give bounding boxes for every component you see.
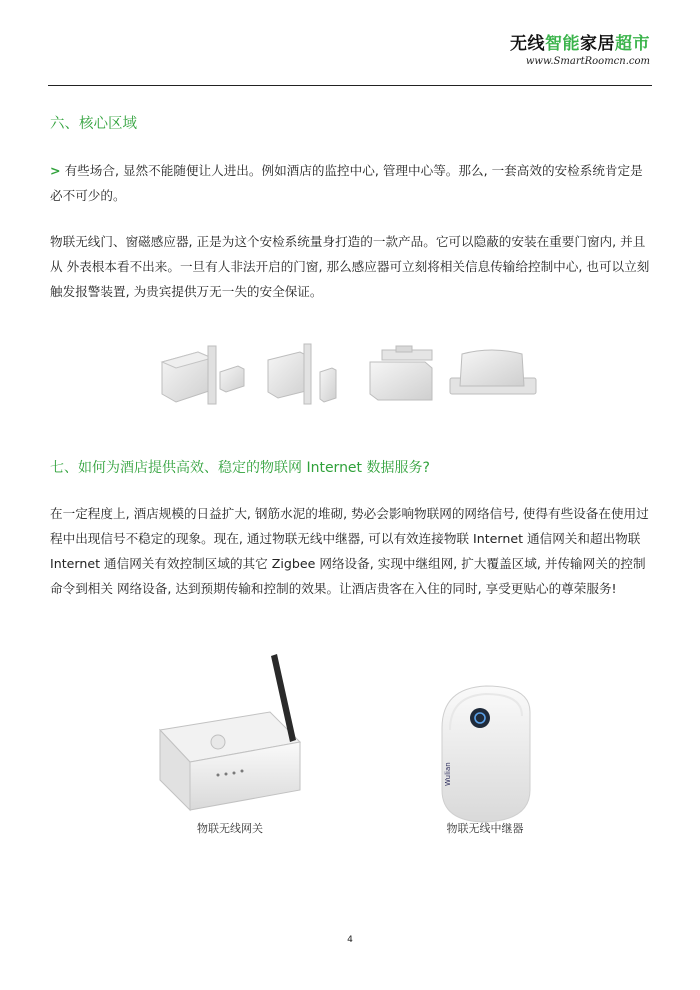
logo-url: www.SmartRoomcn.com [525, 56, 650, 67]
section-6-heading: 六、核心区域 [50, 116, 137, 132]
sensor-1-icon [162, 346, 244, 404]
section-6-paragraph-1 [50, 158, 653, 208]
page-number: 4 [347, 935, 353, 945]
section-7-heading: 七、如何为酒店提供高效、稳定的物联网 Internet 数据服务? [50, 460, 430, 476]
brand-logo [510, 34, 650, 68]
sensor-4-icon [450, 350, 536, 394]
repeater-brand-label: Wulian [444, 762, 452, 786]
wireless-repeater-icon [442, 686, 530, 822]
logo-text-3: 家居 [580, 34, 615, 54]
section-6-paragraph-1-text: 有些场合, 显然不能随便让人进出。例如酒店的监控中心, 管理中心等。那么, 一套高效的安检系统肯定是必不可少的。 [50, 163, 643, 203]
logo-text-1: 无线 [510, 34, 545, 54]
wireless-gateway-icon [160, 654, 300, 810]
logo-title [510, 34, 650, 54]
door-window-sensors-image [150, 332, 550, 412]
logo-text-4: 超市 [615, 34, 650, 54]
sensor-3-icon [370, 346, 432, 400]
bullet-arrow-icon: > [50, 163, 61, 178]
repeater-caption: 物联无线中继器 [446, 822, 524, 835]
section-6-paragraph-2: 物联无线门、窗磁感应器, 正是为这个安检系统量身打造的一款产品。它可以隐蔽的安装在重要门窗内, 并且从 外表根本看不出来。一旦有人非法开启的门窗, 那么感应器可立刻将相关信息传输给控制中心, 也可以立刻触发报警装置, 为贵宾提供万无一失的安全保证。 [50, 234, 650, 299]
header-divider [48, 85, 652, 86]
gateway-caption: 物联无线网关 [197, 822, 263, 835]
gateway-and-repeater-image [150, 650, 550, 840]
logo-text-2: 智能 [545, 34, 580, 54]
sensor-2-icon [268, 344, 336, 404]
section-7-paragraph: 在一定程度上, 酒店规模的日益扩大, 钢筋水泥的堆砌, 势必会影响物联网的网络信号, 使得有些设备在使用过 程中出现信号不稳定的现象。现在, 通过物联无线中继器, 可以有效连接物联 Internet 通信网关和超出物联 Internet 通信网关有效控制区域的其它 Zigbee 网络设备, 实现中继组网, 扩大覆盖区域, 并传输网关的控制命令到相关 网络设备, 达到预期传输和控制的效果。让酒店贵客在入住的同时, 享受更贴心的尊荣服务! [50, 506, 649, 596]
